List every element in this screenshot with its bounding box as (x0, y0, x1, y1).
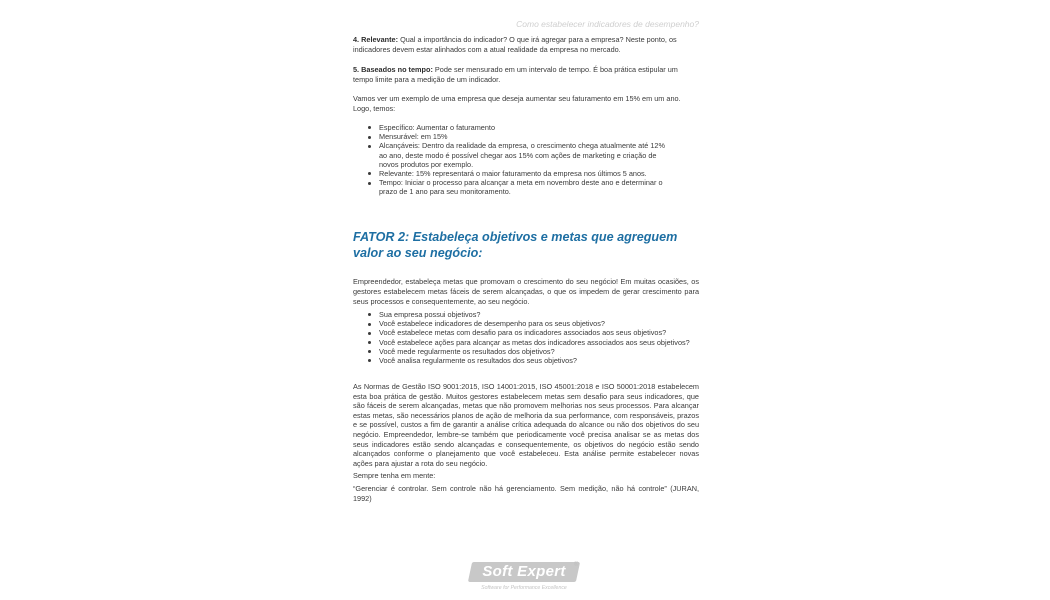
logo-wordmark: Soft Expert (482, 563, 566, 580)
entrepreneur-paragraph: Empreendedor, estabeleça metas que promovam o crescimento do seu negócio! Em muitas ocasiões, os gestores estabelecem metas fáceis de serem alcançadas, o que os impedem de gerar crescimento para seus processos e consequentemente, ao seu negócio. (353, 277, 699, 306)
question-item: Você estabelece metas com desafio para os indicadores associados aos seus objetivos? (353, 328, 699, 337)
example-list-item: Relevante: 15% representará o maior faturamento da empresa nos últimos 5 anos. (353, 169, 671, 178)
norms-paragraph: As Normas de Gestão ISO 9001:2015, ISO 14001:2015, ISO 45001:2018 e ISO 50001:2018 estabelecem esta boa prática de gestão. Muitos gestores estabelecem metas sem desafio para seus indicadores, que são fáceis de serem alcançadas, metas que não promovem melhorias nos seus processos. Para alcançar estas metas, são necessários planos de ação de melhoria da sua performance, com responsáveis, prazos e se possível, custos a fim de garantir a análise crítica adequada do alcance ou não dos objetivos do seu negócio. Empreendedor, lembre-se também que periodicamente você precisa analisar se as metas dos seus indicadores estão sendo alcançadas e consequentemente, os objetivos do negócio estão sendo alcançados conforme o planejamento que você estabeleceu. Esta análise permite estabelecer novas ações para ajustar a rota do seu negócio. (353, 382, 699, 468)
example-list (353, 123, 671, 197)
item-baseados-no-tempo-text: Pode ser mensurado em um intervalo de tempo. É boa prática estipular um tempo limite para a medição de um indicador. (353, 65, 678, 84)
question-item: Você analisa regularmente os resultados dos seus objetivos? (353, 356, 699, 365)
juran-quote: “Gerenciar é controlar. Sem controle não há gerenciamento. Sem medição, não há controle” (JURAN, 1992) (353, 484, 699, 503)
question-item: Você estabelece ações para alcançar as metas dos indicadores associados aos seus objetivos? (353, 338, 699, 347)
question-item: Sua empresa possui objetivos? (353, 310, 699, 319)
softexpert-logo (470, 562, 580, 594)
item-relevante (353, 35, 699, 55)
question-item: Você estabelece indicadores de desempenho para os seus objetivos? (353, 319, 699, 328)
remember-line: Sempre tenha em mente: (353, 471, 436, 480)
example-list-item: Específico: Aumentar o faturamento (353, 123, 671, 132)
item-baseados-no-tempo (353, 65, 699, 85)
example-list-item: Mensurável: em 15% (353, 132, 671, 141)
example-list-item: Alcançáveis: Dentro da realidade da empresa, o crescimento chega atualmente até 12% ao ano, deste modo é possível chegar aos 15% com ações de marketing e criação de novos produtos por exemplo. (353, 141, 671, 169)
logo-tagline: Software for Performance Excellence (481, 585, 567, 591)
item-relevante-label: 4. Relevante: (353, 35, 399, 44)
item-relevante-text: Qual a importância do indicador? O que irá agregar para a empresa? Neste ponto, os indicadores devem estar alinhados com a atual realidade da empresa no mercado. (353, 35, 677, 54)
document-page (353, 0, 699, 600)
example-list-item: Tempo: Iniciar o processo para alcançar a meta em novembro deste ano e determinar o prazo de 1 ano para seu monitoramento. (353, 178, 671, 196)
running-header: Como estabelecer indicadores de desempenho? (516, 19, 699, 29)
question-item: Você mede regularmente os resultados dos objetivos? (353, 347, 699, 356)
section-heading: FATOR 2: Estabeleça objetivos e metas que agreguem valor ao seu negócio: (353, 230, 678, 260)
item-baseados-no-tempo-label: 5. Baseados no tempo: (353, 65, 433, 74)
registered-mark: ® (574, 562, 579, 568)
questions-list (353, 310, 699, 365)
example-intro: Vamos ver um exemplo de uma empresa que deseja aumentar seu faturamento em 15% em um ano. Logo, temos: (353, 94, 681, 113)
